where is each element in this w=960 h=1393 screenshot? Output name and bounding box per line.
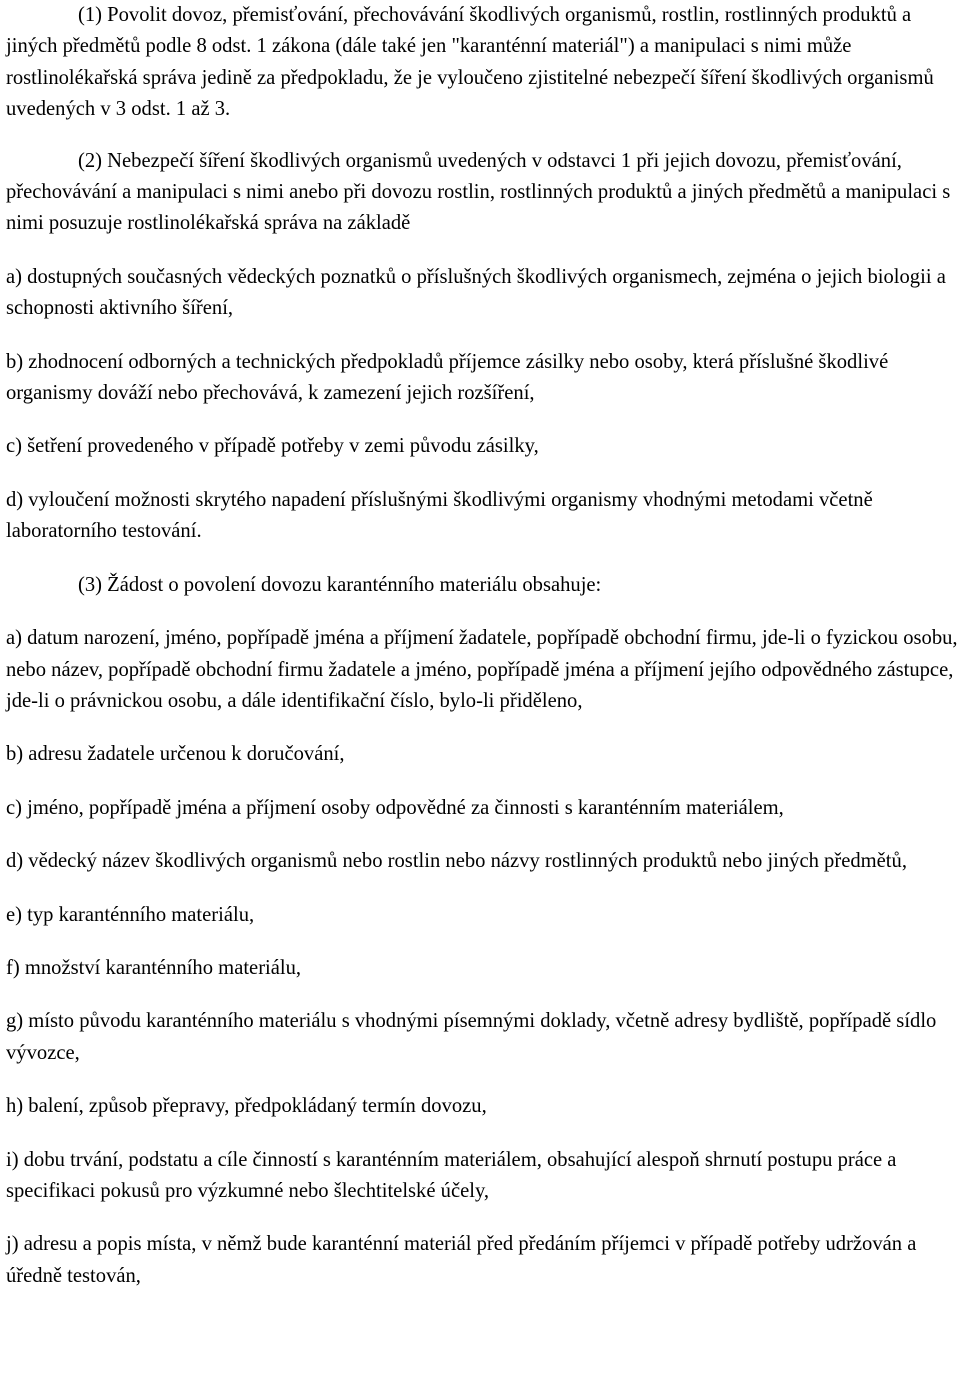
list-item-3h: h) balení, způsob přepravy, předpokládaný termín dovozu, <box>6 1095 487 1118</box>
list-item-2c: c) šetření provedeného v případě potřeby v zemi původu zásilky, <box>6 435 539 458</box>
paragraph-1: (1) Povolit dovoz, přemisťování, přechovávání škodlivých organismů, rostlin, rostlinných produktů a jiných předmětů podle 8 odst. 1 zákona (dále také jen "karanténní materiál") a manipulaci s nimi může rostlinolékařská správa jedině za předpokladu, že je vyloučeno zjistitelné nebezpečí šíření škodlivých organismů uvedených v 3 odst. 1 až 3. <box>6 4 934 121</box>
list-item-3a: a) datum narození, jméno, popřípadě jména a příjmení žadatele, popřípadě obchodní firmu, jde-li o fyzickou osobu, nebo název, popřípadě obchodní firmu žadatele a jméno, popřípadě jména a příjmení jejího odpovědného zástupce, jde-li o právnickou osobu, a dále identifikační číslo, bylo-li přiděleno, <box>6 627 958 712</box>
list-item-2a: a) dostupných současných vědeckých poznatků o příslušných škodlivých organismech, zejména o jejich biologii a schopnosti aktivního šíření, <box>6 265 946 320</box>
list-item-3c: c) jméno, popřípadě jména a příjmení osoby odpovědné za činnosti s karanténním materiálem, <box>6 796 784 819</box>
list-item-3i: i) dobu trvání, podstatu a cíle činností s karanténním materiálem, obsahující alespoň shrnutí postupu práce a specifikaci pokusů pro výzkumné nebo šlechtitelské účely, <box>6 1148 897 1202</box>
list-item-3g: g) místo původu karanténního materiálu s vhodnými písemnými doklady, včetně adresy bydliště, popřípadě sídlo vývozce, <box>6 1010 937 1064</box>
list-item-3b: b) adresu žadatele určenou k doručování, <box>6 743 345 766</box>
list-item-3f: f) množství karanténního materiálu, <box>6 956 302 979</box>
list-item-3e: e) typ karanténního materiálu, <box>6 903 255 926</box>
paragraph-3: (3) Žádost o povolení dovozu karanténního materiálu obsahuje: <box>78 573 602 596</box>
list-item-3d: d) vědecký název škodlivých organismů nebo rostlin nebo názvy rostlinných produktů nebo jiných předmětů, <box>6 850 907 873</box>
paragraph-2: (2) Nebezpečí šíření škodlivých organismů uvedených v odstavci 1 při jejich dovozu, přemisťování, přechovávání a manipulaci s nimi anebo při dovozu rostlin, rostlinných produktů a jiných předmětů a manipulaci s nimi posuzuje rostlinolékařská správa na základě <box>6 149 951 235</box>
list-item-2d: d) vyloučení možnosti skrytého napadení příslušnými škodlivými organismy vhodnými metodami včetně laboratorního testování. <box>6 488 873 543</box>
document-body <box>6 0 958 1292</box>
list-item-2b: b) zhodnocení odborných a technických předpokladů příjemce zásilky nebo osoby, která příslušné škodlivé organismy dováží nebo přechovává, k zamezení jejich rozšíření, <box>6 350 889 405</box>
list-item-3j: j) adresu a popis místa, v němž bude karanténní materiál před předáním příjemci v případě potřeby udržován a úředně testován, <box>6 1233 917 1287</box>
